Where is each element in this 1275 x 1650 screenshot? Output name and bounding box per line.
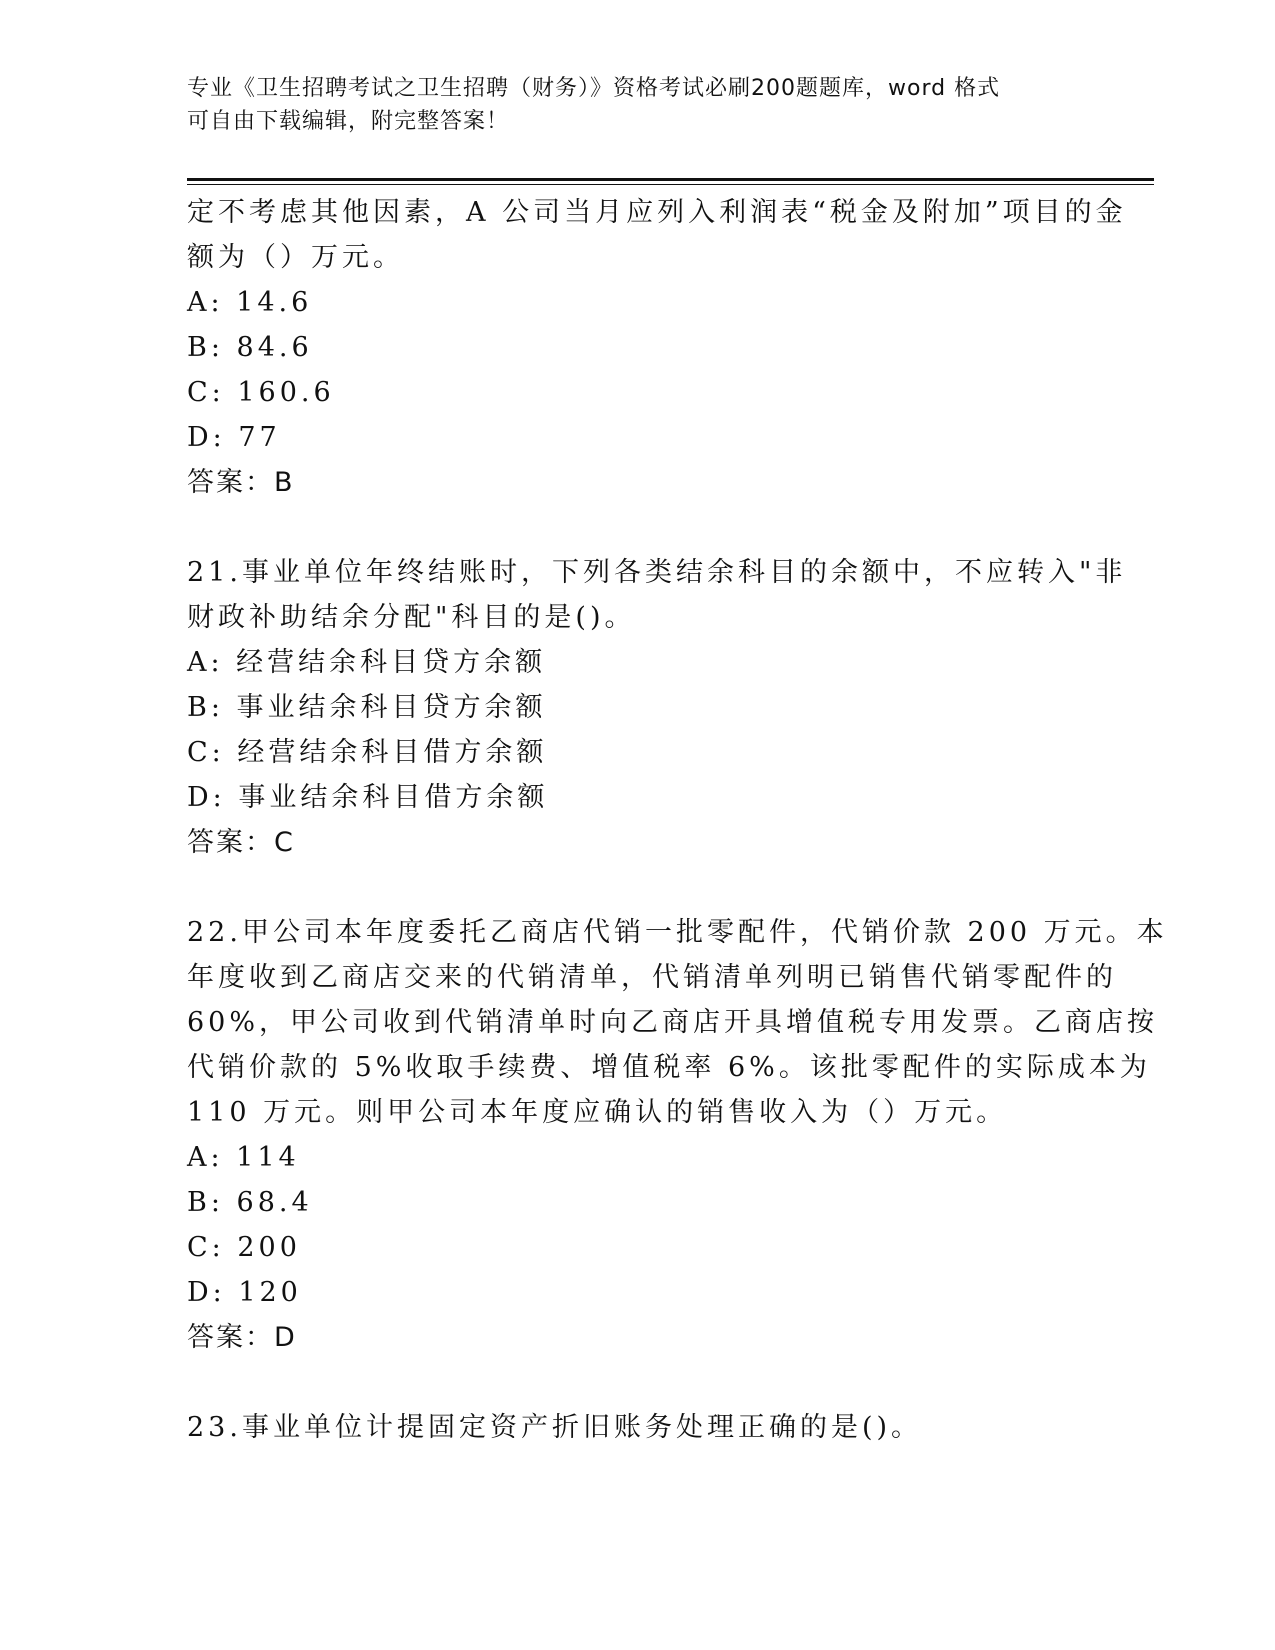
question-list	[187, 190, 1168, 1450]
option-c: C: 200	[187, 1232, 301, 1263]
question-text-line: 22.甲公司本年度委托乙商店代销一批零配件，代销价款 200 万元。本	[187, 917, 1168, 948]
spacer	[187, 1360, 1087, 1405]
header-title-line-2: 可自由下载编辑，附完整答案！	[187, 109, 510, 134]
question-text-line: 60%，甲公司收到代销清单时向乙商店开具增值税专用发票。乙商店按	[187, 1007, 1159, 1038]
answer-label: 答案：C	[187, 827, 295, 858]
spacer	[187, 505, 1087, 550]
option-b: B: 68.4	[187, 1187, 313, 1218]
header-divider-thin	[187, 184, 1154, 185]
option-c: C: 经营结余科目借方余额	[187, 737, 548, 768]
header-title-line-1: 专业《卫生招聘考试之卫生招聘（财务）》资格考试必刷200题题库，word 格式	[187, 76, 1001, 101]
spacer	[187, 865, 1087, 910]
option-b: B: 事业结余科目贷方余额	[187, 692, 547, 723]
option-c: C: 160.6	[187, 377, 335, 408]
answer-label: 答案：B	[187, 467, 295, 498]
option-a: A: 14.6	[187, 287, 313, 318]
question-text-line: 代销价款的 5%收取手续费、增值税率 6%。该批零配件的实际成本为	[187, 1052, 1151, 1083]
document-header	[187, 72, 1067, 138]
option-a: A: 114	[187, 1142, 300, 1173]
question-text-line: 额为（）万元。	[187, 242, 404, 273]
option-a: A: 经营结余科目贷方余额	[187, 647, 547, 678]
header-divider-thick	[187, 178, 1154, 181]
option-b: B: 84.6	[187, 332, 313, 363]
question-22	[187, 910, 1168, 1360]
question-20-continuation	[187, 190, 1127, 505]
question-21	[187, 550, 1127, 865]
option-d: D: 事业结余科目借方余额	[187, 782, 549, 813]
question-text-line: 110 万元。则甲公司本年度应确认的销售收入为（）万元。	[187, 1097, 1008, 1128]
question-text-line: 21.事业单位年终结账时，下列各类结余科目的余额中，不应转入"非	[187, 557, 1127, 588]
question-text-line: 定不考虑其他因素，A 公司当月应列入利润表“税金及附加”项目的金	[187, 197, 1127, 228]
option-d: D: 120	[187, 1277, 302, 1308]
question-text-line: 财政补助结余分配"科目的是()。	[187, 602, 636, 633]
question-text-line: 年度收到乙商店交来的代销清单，代销清单列明已销售代销零配件的	[187, 962, 1117, 993]
question-text-line: 23.事业单位计提固定资产折旧账务处理正确的是()。	[187, 1412, 923, 1443]
question-23	[187, 1405, 1087, 1450]
option-d: D: 77	[187, 422, 281, 453]
answer-label: 答案：D	[187, 1322, 297, 1353]
